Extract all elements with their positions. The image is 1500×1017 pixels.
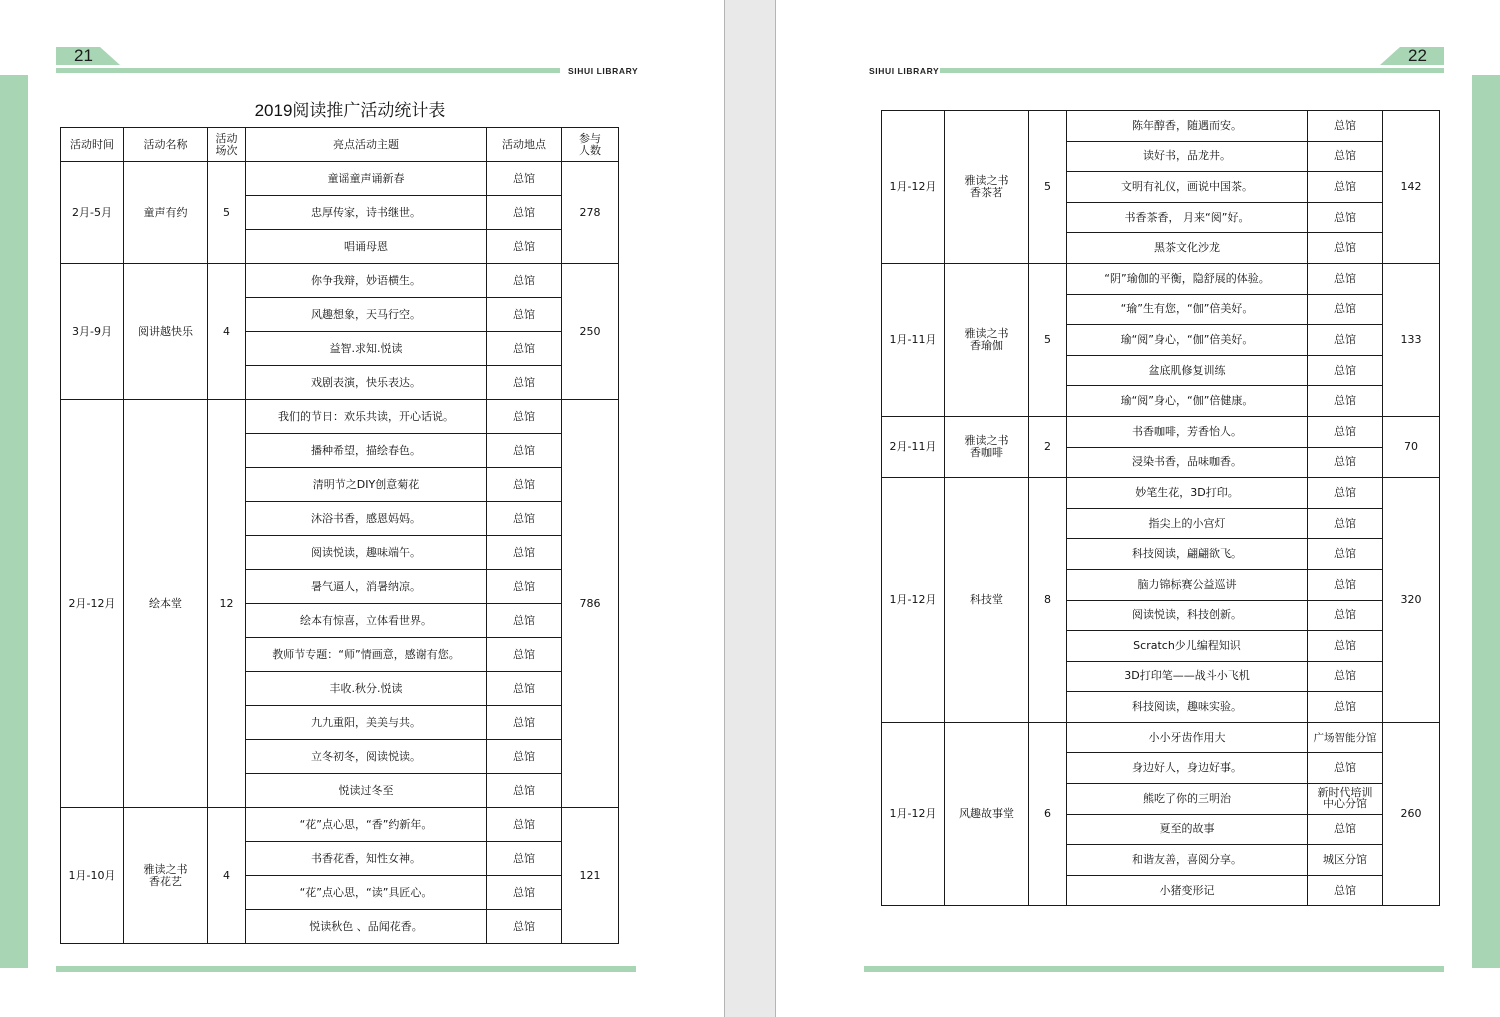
location-cell: 总馆 [1308, 172, 1383, 203]
theme-cell: 3D打印笔——战斗小飞机 [1067, 661, 1308, 692]
activity-name-cell: 雅读之书香瑜伽 [945, 263, 1029, 416]
table-row [882, 722, 1440, 753]
location-cell: 总馆 [1308, 263, 1383, 294]
location-cell: 总馆 [1308, 325, 1383, 356]
table-row [882, 111, 1440, 142]
location-cell: 总馆 [487, 264, 562, 298]
page-title: 2019阅读推广活动统计表 [254, 101, 446, 120]
location-cell: 总馆 [1308, 508, 1383, 539]
activity-name-cell: 绘本堂 [124, 400, 208, 808]
location-cell: 总馆 [1308, 631, 1383, 662]
sessions-cell: 4 [208, 264, 246, 400]
theme-cell: 阅读悦读，趣味端午。 [246, 536, 487, 570]
theme-cell: “花”点心思，“读”具匠心。 [246, 876, 487, 910]
theme-cell: “瑜”生有您，“伽”倍美好。 [1067, 294, 1308, 325]
location-cell: 总馆 [487, 434, 562, 468]
header-location: 活动地点 [487, 128, 562, 162]
header-theme: 亮点活动主题 [246, 128, 487, 162]
theme-cell: 悦读秋色 、品闻花香。 [246, 910, 487, 944]
location-cell: 总馆 [487, 502, 562, 536]
activity-time-cell: 2月-11月 [882, 416, 945, 477]
table-row [61, 400, 619, 434]
location-cell: 总馆 [1308, 661, 1383, 692]
theme-cell: 立冬初冬，阅读悦读。 [246, 740, 487, 774]
stats-table-left [60, 127, 619, 944]
location-cell: 总馆 [1308, 202, 1383, 233]
sessions-cell: 5 [1029, 111, 1067, 264]
theme-cell: 教师节专题：“师”情画意，感谢有您。 [246, 638, 487, 672]
theme-cell: 夏至的故事 [1067, 814, 1308, 845]
activity-name-cell: 雅读之书香茶茗 [945, 111, 1029, 264]
location-cell: 总馆 [1308, 478, 1383, 509]
sessions-cell: 4 [208, 808, 246, 944]
location-cell: 总馆 [487, 400, 562, 434]
location-cell: 城区分馆 [1308, 845, 1383, 876]
theme-cell: 瑜“阅”身心，“伽”倍美好。 [1067, 325, 1308, 356]
header-sessions: 活动场次 [208, 128, 246, 162]
activity-time-cell: 2月-12月 [61, 400, 124, 808]
location-cell: 总馆 [487, 332, 562, 366]
right-page-number: 22 [1408, 46, 1427, 65]
table-header-row [61, 128, 619, 162]
activity-time-cell: 1月-11月 [882, 263, 945, 416]
theme-cell: 妙笔生花，3D打印。 [1067, 478, 1308, 509]
theme-cell: 九九重阳，美美与共。 [246, 706, 487, 740]
sessions-cell: 8 [1029, 478, 1067, 723]
left-library-label: SIHUI LIBRARY [568, 66, 639, 76]
theme-cell: 读好书，品龙井。 [1067, 141, 1308, 172]
location-cell: 总馆 [1308, 753, 1383, 784]
location-cell: 总馆 [487, 536, 562, 570]
location-cell: 总馆 [487, 808, 562, 842]
location-cell: 总馆 [487, 196, 562, 230]
theme-cell: 瑜“阅”身心，“伽”倍健康。 [1067, 386, 1308, 417]
theme-cell: “阴”瑜伽的平衡，隐舒展的体验。 [1067, 263, 1308, 294]
right-side-strip [1472, 75, 1500, 968]
table-row [61, 162, 619, 196]
location-cell: 总馆 [1308, 416, 1383, 447]
theme-cell: 熊吃了你的三明治 [1067, 784, 1308, 815]
book-gutter [724, 0, 776, 1017]
theme-cell: 陈年醇香，随遇而安。 [1067, 111, 1308, 142]
location-cell: 总馆 [1308, 600, 1383, 631]
location-cell: 总馆 [487, 604, 562, 638]
location-cell: 总馆 [1308, 814, 1383, 845]
participants-cell: 133 [1383, 263, 1440, 416]
sessions-cell: 2 [1029, 416, 1067, 477]
location-cell: 新时代培训中心分馆 [1308, 784, 1383, 815]
theme-cell: 播种希望，描绘春色。 [246, 434, 487, 468]
theme-cell: 脑力锦标赛公益巡讲 [1067, 569, 1308, 600]
left-page-number: 21 [74, 46, 93, 65]
activity-time-cell: 3月-9月 [61, 264, 124, 400]
theme-cell: 悦读过冬至 [246, 774, 487, 808]
participants-cell: 786 [562, 400, 619, 808]
theme-cell: 小小牙齿作用大 [1067, 722, 1308, 753]
theme-cell: 戏剧表演，快乐表达。 [246, 366, 487, 400]
right-footer-rule [864, 966, 1444, 972]
activity-name-cell: 雅读之书香花艺 [124, 808, 208, 944]
header-name: 活动名称 [124, 128, 208, 162]
theme-cell: 书香茶香， 月来“阅”好。 [1067, 202, 1308, 233]
participants-cell: 260 [1383, 722, 1440, 906]
theme-cell: 书香咖啡，芳香怡人。 [1067, 416, 1308, 447]
theme-cell: “花”点心思，“香”约新年。 [246, 808, 487, 842]
theme-cell: 唱诵母恩 [246, 230, 487, 264]
theme-cell: 清明节之DIY创意菊花 [246, 468, 487, 502]
left-header-rule [56, 68, 560, 73]
location-cell: 总馆 [1308, 111, 1383, 142]
right-library-label: SIHUI LIBRARY [869, 66, 940, 76]
table-row [882, 416, 1440, 447]
location-cell: 总馆 [1308, 355, 1383, 386]
activity-name-cell: 雅读之书香咖啡 [945, 416, 1029, 477]
location-cell: 广场智能分馆 [1308, 722, 1383, 753]
theme-cell: 小猪变形记 [1067, 875, 1308, 906]
location-cell: 总馆 [1308, 692, 1383, 723]
right-header-rule [940, 68, 1444, 73]
left-footer-rule [56, 966, 636, 972]
location-cell: 总馆 [487, 672, 562, 706]
location-cell: 总馆 [487, 298, 562, 332]
location-cell: 总馆 [1308, 294, 1383, 325]
sessions-cell: 5 [208, 162, 246, 264]
theme-cell: 丰收.秋分.悦读 [246, 672, 487, 706]
participants-cell: 121 [562, 808, 619, 944]
theme-cell: 沐浴书香，感恩妈妈。 [246, 502, 487, 536]
location-cell: 总馆 [487, 774, 562, 808]
table-row [61, 264, 619, 298]
theme-cell: 绘本有惊喜，立体看世界。 [246, 604, 487, 638]
participants-cell: 250 [562, 264, 619, 400]
activity-time-cell: 1月-12月 [882, 111, 945, 264]
location-cell: 总馆 [1308, 447, 1383, 478]
theme-cell: 我们的节日：欢乐共读，开心话说。 [246, 400, 487, 434]
table-row [882, 478, 1440, 509]
sessions-cell: 6 [1029, 722, 1067, 906]
location-cell: 总馆 [487, 230, 562, 264]
table-row [882, 263, 1440, 294]
theme-cell: 益智.求知.悦读 [246, 332, 487, 366]
header-time: 活动时间 [61, 128, 124, 162]
theme-cell: 盆底肌修复训练 [1067, 355, 1308, 386]
location-cell: 总馆 [1308, 569, 1383, 600]
theme-cell: 文明有礼仪，画说中国茶。 [1067, 172, 1308, 203]
location-cell: 总馆 [487, 366, 562, 400]
participants-cell: 278 [562, 162, 619, 264]
table-row [61, 808, 619, 842]
theme-cell: 科技阅读，翩翩欲飞。 [1067, 539, 1308, 570]
location-cell: 总馆 [1308, 539, 1383, 570]
activity-time-cell: 2月-5月 [61, 162, 124, 264]
activity-name-cell: 科技堂 [945, 478, 1029, 723]
location-cell: 总馆 [487, 468, 562, 502]
location-cell: 总馆 [1308, 233, 1383, 264]
sessions-cell: 12 [208, 400, 246, 808]
participants-cell: 320 [1383, 478, 1440, 723]
participants-cell: 142 [1383, 111, 1440, 264]
activity-time-cell: 1月-12月 [882, 478, 945, 723]
theme-cell: 身边好人，身边好事。 [1067, 753, 1308, 784]
location-cell: 总馆 [487, 910, 562, 944]
theme-cell: 书香花香，知性女神。 [246, 842, 487, 876]
stats-table-right [881, 110, 1440, 906]
location-cell: 总馆 [487, 740, 562, 774]
location-cell: 总馆 [487, 570, 562, 604]
theme-cell: 浸染书香，品味咖香。 [1067, 447, 1308, 478]
theme-cell: 你争我辩，妙语横生。 [246, 264, 487, 298]
sessions-cell: 5 [1029, 263, 1067, 416]
theme-cell: Scratch少儿编程知识 [1067, 631, 1308, 662]
location-cell: 总馆 [487, 162, 562, 196]
activity-name-cell: 阅讲越快乐 [124, 264, 208, 400]
location-cell: 总馆 [487, 638, 562, 672]
theme-cell: 黑茶文化沙龙 [1067, 233, 1308, 264]
location-cell: 总馆 [487, 876, 562, 910]
theme-cell: 童谣童声诵新春 [246, 162, 487, 196]
location-cell: 总馆 [487, 842, 562, 876]
activity-name-cell: 风趣故事堂 [945, 722, 1029, 906]
location-cell: 总馆 [1308, 141, 1383, 172]
location-cell: 总馆 [487, 706, 562, 740]
theme-cell: 风趣想象，天马行空。 [246, 298, 487, 332]
theme-cell: 阅读悦读，科技创新。 [1067, 600, 1308, 631]
activity-time-cell: 1月-12月 [882, 722, 945, 906]
location-cell: 总馆 [1308, 386, 1383, 417]
theme-cell: 和谐友善，喜阅分享。 [1067, 845, 1308, 876]
theme-cell: 指尖上的小宫灯 [1067, 508, 1308, 539]
header-participants: 参与人数 [562, 128, 619, 162]
activity-time-cell: 1月-10月 [61, 808, 124, 944]
gutter-edge-right [775, 0, 776, 1017]
theme-cell: 忠厚传家，诗书继世。 [246, 196, 487, 230]
theme-cell: 暑气逼人，消暑纳凉。 [246, 570, 487, 604]
gutter-edge-left [724, 0, 725, 1017]
left-side-strip [0, 75, 28, 968]
location-cell: 总馆 [1308, 875, 1383, 906]
theme-cell: 科技阅读，趣味实验。 [1067, 692, 1308, 723]
participants-cell: 70 [1383, 416, 1440, 477]
activity-name-cell: 童声有约 [124, 162, 208, 264]
